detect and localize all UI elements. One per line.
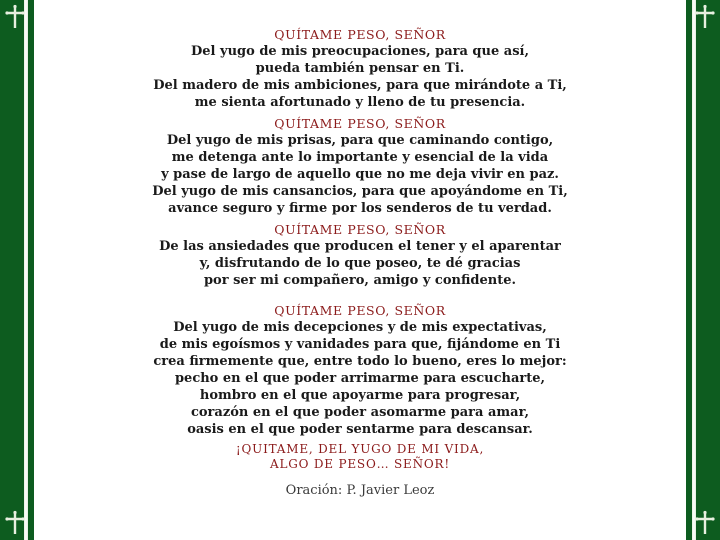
verse-line: crea firmemente que, entre todo lo bueno, eres lo mejor: <box>153 354 567 369</box>
closing-line: ¡QUITAME, DEL YUGO DE MI VIDA, <box>235 442 485 456</box>
stanza-heading: QUÍTAME PESO, SEÑOR <box>274 222 446 237</box>
stanza-heading: QUÍTAME PESO, SEÑOR <box>274 116 446 131</box>
verse-line: me detenga ante lo importante y esencial de la vida <box>171 150 549 165</box>
poem-body <box>44 26 676 499</box>
verse-line: pueda también pensar en Ti. <box>255 61 465 76</box>
stanza-heading: QUÍTAME PESO, SEÑOR <box>274 303 446 318</box>
verse-line: y, disfrutando de lo que poseo, te dé gracias <box>199 256 521 271</box>
cross-icon <box>694 4 716 30</box>
verse-line: y pase de largo de aquello que no me deja vivir en paz. <box>161 167 559 182</box>
verse-line: pecho en el que poder arrimarme para escucharte, <box>174 371 546 386</box>
verse-line: Del yugo de mis cansancios, para que apoyándome en Ti, <box>152 184 568 199</box>
verse-line: me sienta afortunado y lleno de tu presencia. <box>194 95 526 110</box>
border-stripe <box>692 0 696 540</box>
verse-line: Del yugo de mis prisas, para que caminando contigo, <box>166 133 554 148</box>
stanza-heading: QUÍTAME PESO, SEÑOR <box>274 27 446 42</box>
verse-line: por ser mi compañero, amigo y confidente. <box>203 273 517 288</box>
cross-icon <box>694 510 716 536</box>
verse-line: avance seguro y firme por los senderos de tu verdad. <box>168 201 552 216</box>
closing-line: ALGO DE PESO… SEÑOR! <box>270 457 450 471</box>
border-stripe <box>24 0 28 540</box>
verse-line: hombro en el que apoyarme para progresar, <box>199 388 521 403</box>
verse-line: Del yugo de mis decepciones y de mis expectativas, <box>173 320 547 335</box>
cross-icon <box>4 4 26 30</box>
cross-icon <box>4 510 26 536</box>
verse-line: corazón en el que poder asomarme para amar, <box>190 405 530 420</box>
verse-line: Del yugo de mis preocupaciones, para que así, <box>191 44 529 59</box>
verse-line: de mis egoísmos y vanidades para que, fijándome en Ti <box>159 337 561 352</box>
verse-line: oasis en el que poder sentarme para descansar. <box>187 422 533 437</box>
left-border <box>0 0 34 540</box>
verse-line: De las ansiedades que producen el tener y el aparentar <box>159 239 561 254</box>
right-border <box>686 0 720 540</box>
verse-line: Del madero de mis ambiciones, para que mirándote a Ti, <box>153 78 567 93</box>
prayer-signature: Oración: P. Javier Leoz <box>285 483 435 498</box>
